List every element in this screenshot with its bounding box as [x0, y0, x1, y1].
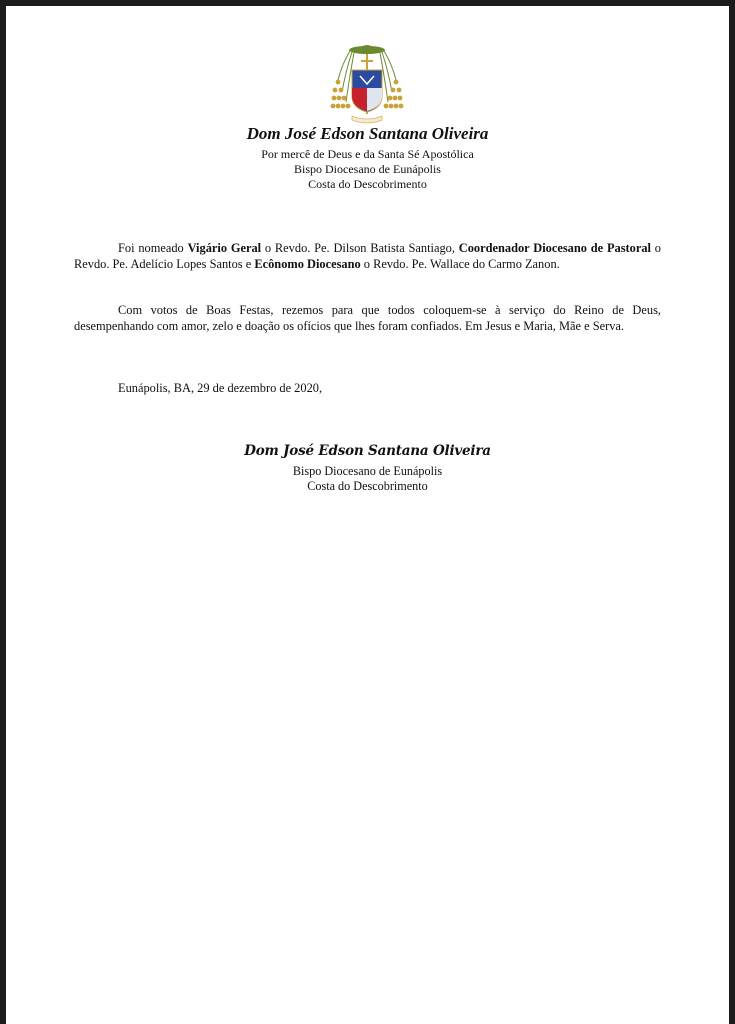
letterhead-line3: Costa do Descobrimento	[308, 177, 427, 191]
signature-line2: Costa do Descobrimento	[307, 479, 428, 493]
letterhead-name: Dom José Edson Santana Oliveira	[246, 124, 489, 143]
paragraph-appointments: Foi nomeado Vigário Geral o Revdo. Pe. Dilson Batista Santiago, Coordenador Diocesano de Pastoral o Revdo. Pe. Adelício Lopes Santos e Ecônomo Diocesano o Revdo. Pe. Wallace do Carmo Zanon.	[74, 241, 661, 271]
letterhead-line1: Por mercê de Deus e da Santa Sé Apostólica	[261, 147, 474, 161]
letterhead-line2: Bispo Diocesano de Eunápolis	[294, 162, 441, 176]
signature-line1: Bispo Diocesano de Eunápolis	[292, 464, 443, 478]
signature-name: Dom José Edson Santana Oliveira	[244, 443, 491, 459]
paragraph-greetings: Com votos de Boas Festas, rezemos para que todos coloquem-se à serviço do Reino de Deus, desempenhando com amor, zelo e doação os ofícios que lhes foram confiados. Em Jesus e Maria, Mãe e Serva.	[74, 303, 661, 333]
episcopal-coat-of-arms-icon	[330, 40, 404, 126]
date-line: Eunápolis, BA, 29 de dezembro de 2020,	[118, 381, 323, 395]
